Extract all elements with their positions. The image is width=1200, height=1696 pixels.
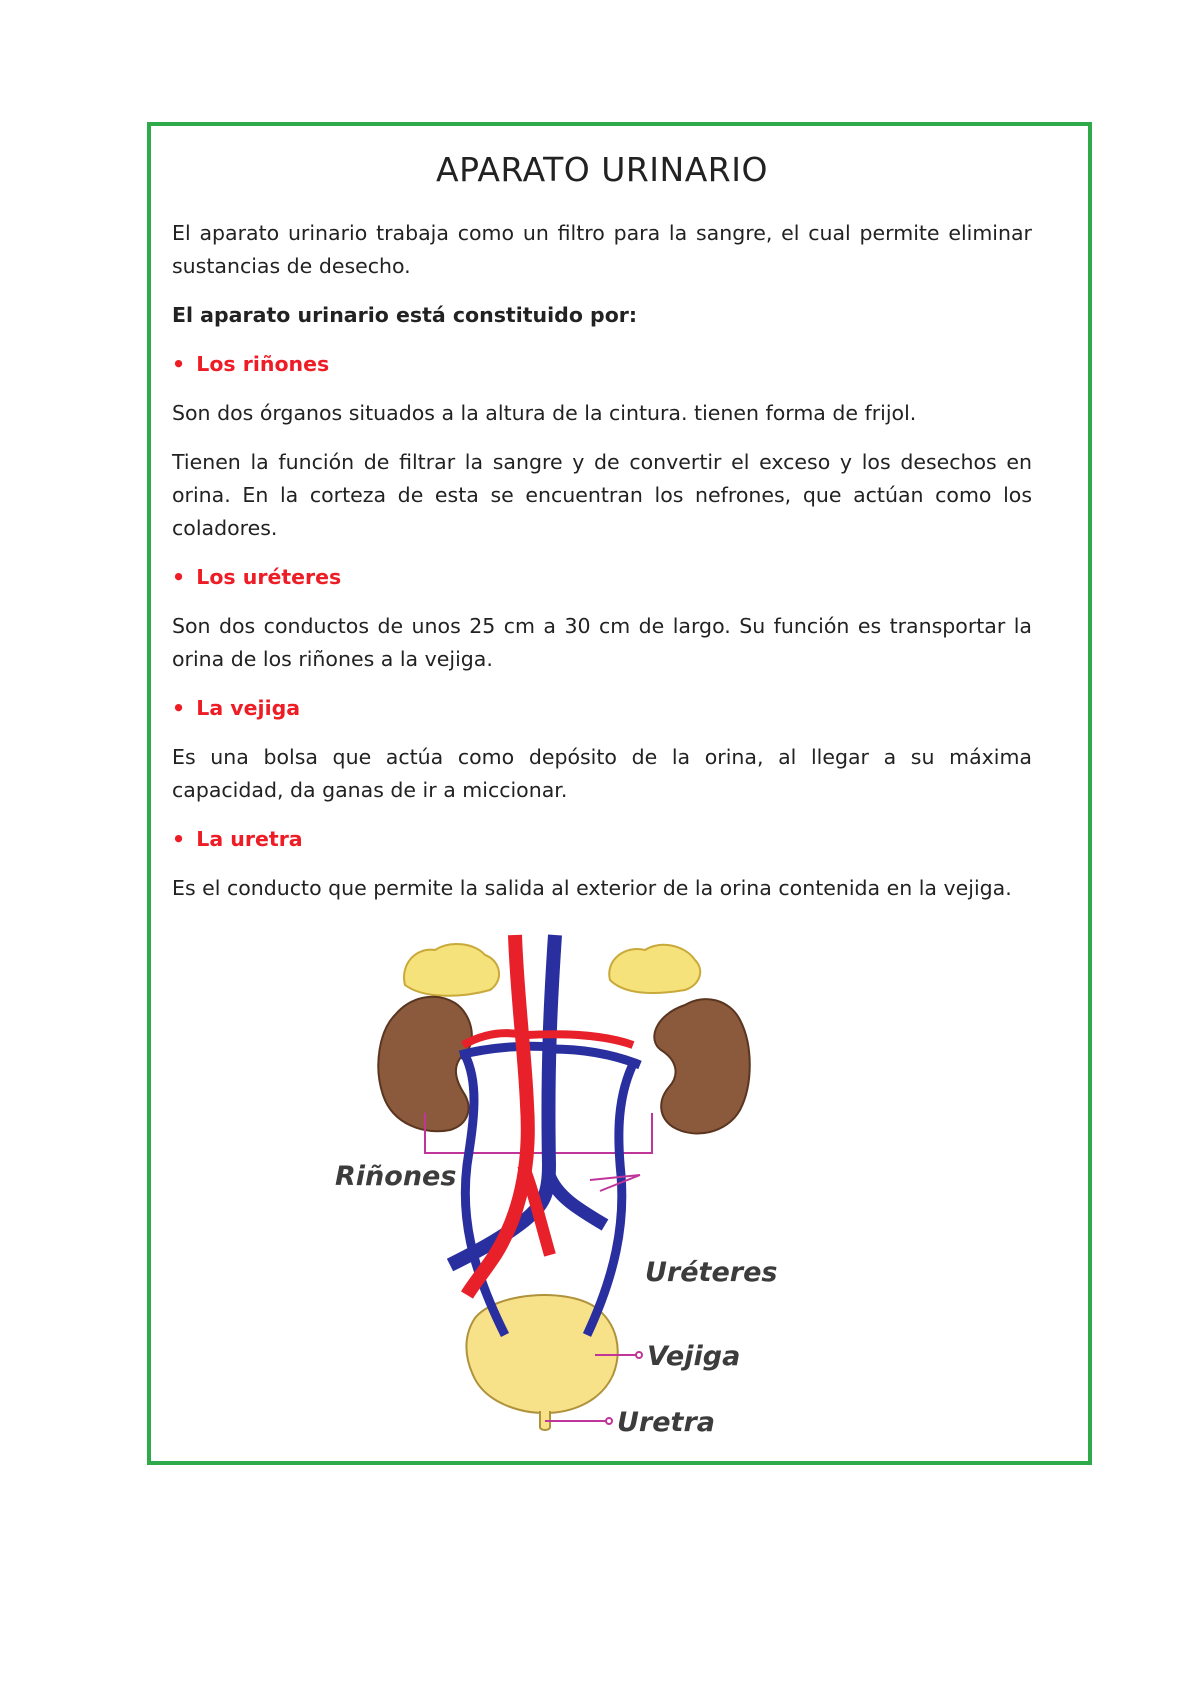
kidneys-paragraph-1: Son dos órganos situados a la altura de la cintura. tienen forma de frijol. — [172, 401, 917, 425]
intro-paragraph: El aparato urinario trabaja como un filtro para la sangre, el cual permite eliminar sustancias de desecho. — [172, 221, 1032, 278]
section-heading-label: Los riñones — [196, 352, 330, 376]
bullet-icon: • — [172, 352, 186, 376]
section-heading-bladder — [172, 692, 1032, 725]
section-heading-label: Los uréteres — [196, 565, 342, 589]
page-title: APARATO URINARIO — [436, 150, 768, 189]
urinary-system-diagram — [335, 935, 835, 1440]
ureters-label: Uréteres — [645, 1257, 778, 1288]
left-renal-vein — [460, 1046, 551, 1055]
document-body — [172, 150, 1032, 921]
bullet-icon: • — [172, 827, 186, 851]
kidneys-label: Riñones — [335, 1161, 457, 1192]
right-ureter — [587, 1060, 635, 1335]
urethra-label: Uretra — [617, 1407, 715, 1438]
right-kidney — [654, 999, 749, 1133]
right-iliac-vein — [549, 1175, 605, 1225]
urethra-pointer-dot — [606, 1418, 612, 1424]
bullet-icon: • — [172, 696, 186, 720]
bladder-paragraph: Es una bolsa que actúa como depósito de la orina, al llegar a su máxima capacidad, da ganas de ir a miccionar. — [172, 745, 1032, 802]
bullet-icon: • — [172, 565, 186, 589]
left-kidney — [378, 997, 472, 1131]
right-adrenal-gland — [609, 945, 700, 993]
kidneys-paragraph-2: Tienen la función de filtrar la sangre y de convertir el exceso y los desechos en orina. En la corteza de esta se encuentran los nefrones, que actúan como los coladores. — [172, 450, 1032, 540]
section-heading-ureters — [172, 561, 1032, 594]
constituted-by-heading: El aparato urinario está constituido por: — [172, 303, 638, 327]
left-adrenal-gland — [404, 944, 499, 996]
right-renal-vein — [551, 1049, 640, 1065]
ureters-paragraph: Son dos conductos de unos 25 cm a 30 cm de largo. Su función es transportar la orina de los riñones a la vejiga. — [172, 614, 1032, 671]
section-heading-label: La vejiga — [196, 696, 301, 720]
section-heading-label: La uretra — [196, 827, 303, 851]
ureters-pointer-line — [590, 1175, 640, 1191]
bladder-pointer-dot — [636, 1352, 642, 1358]
section-heading-kidneys — [172, 348, 1032, 381]
bladder-label: Vejiga — [647, 1341, 741, 1372]
urethra-paragraph: Es el conducto que permite la salida al exterior de la orina contenida en la vejiga. — [172, 876, 1012, 900]
section-heading-urethra — [172, 823, 1032, 856]
